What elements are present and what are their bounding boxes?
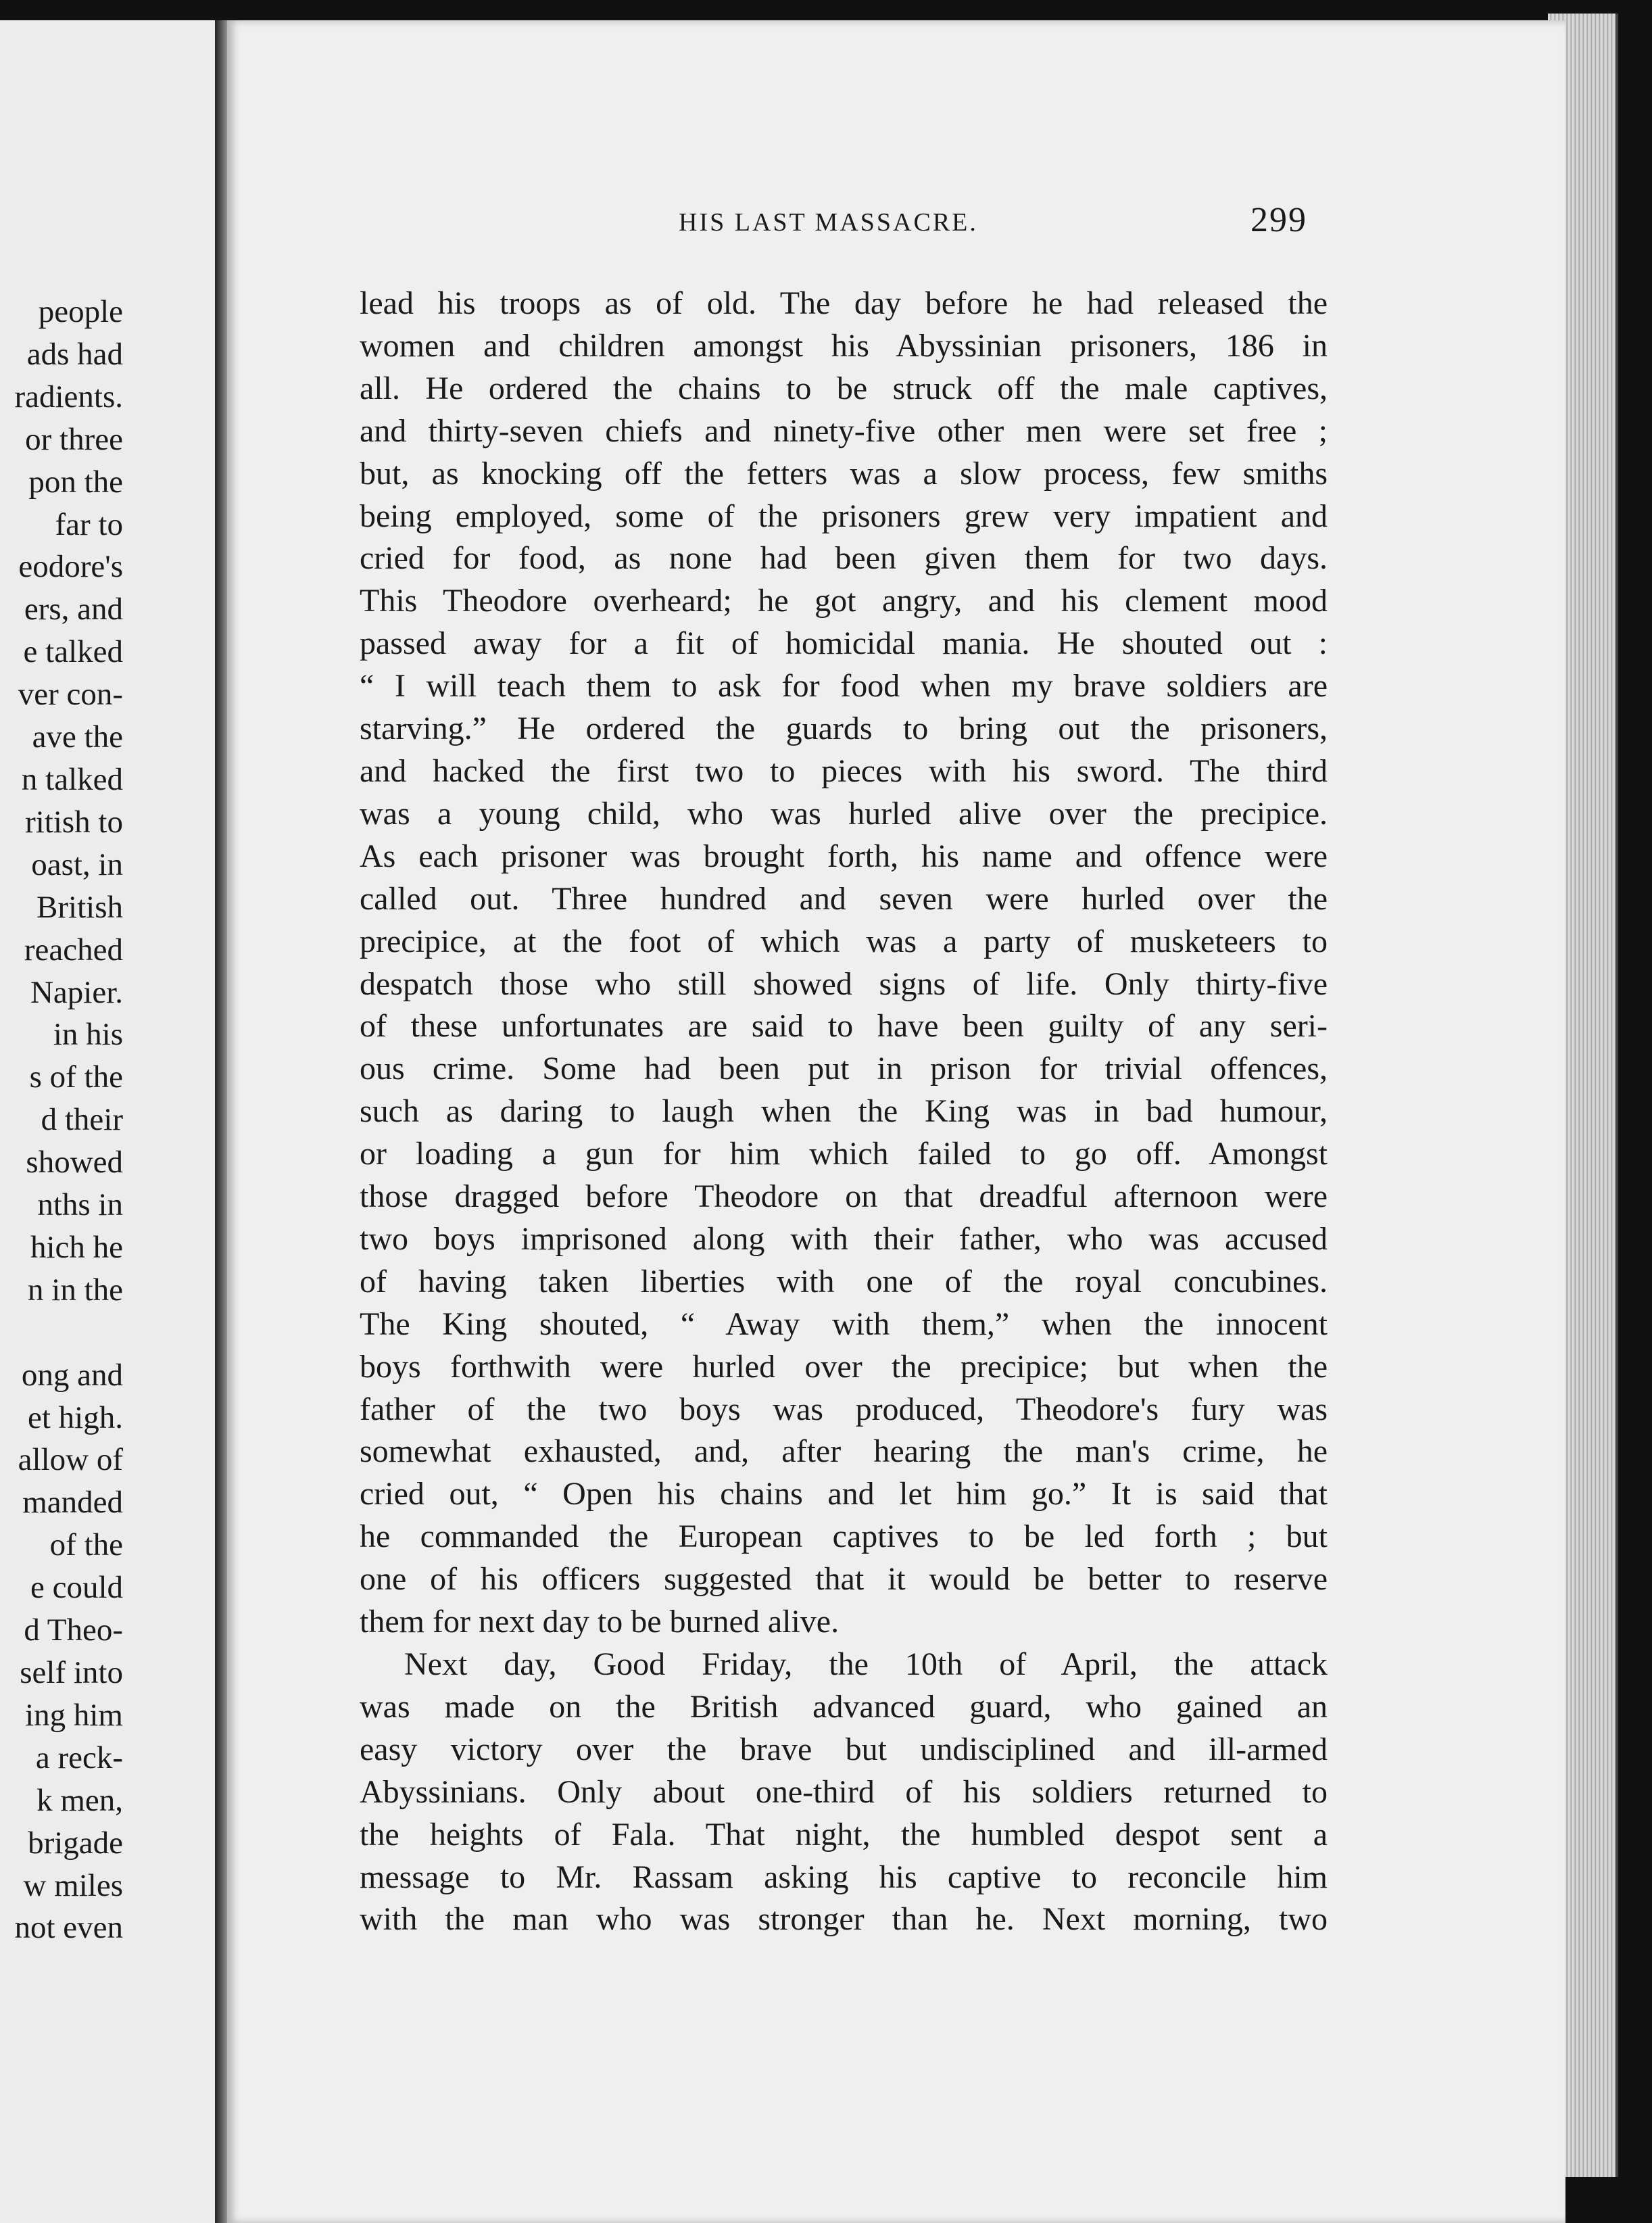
body-line: being employed, some of the prisoners grew very impatient and xyxy=(360,498,1328,534)
left-page-line: n in the xyxy=(28,1272,123,1308)
body-line: was a young child, who was hurled alive over the precipice. xyxy=(360,795,1328,832)
left-page-line: w miles xyxy=(23,1867,123,1903)
left-page-line: self into xyxy=(20,1655,123,1690)
body-line: somewhat exhausted, and, after hearing the man's crime, he xyxy=(360,1433,1328,1470)
body-line: cried for food, as none had been given them for two days. xyxy=(360,540,1328,577)
left-page-line: of the xyxy=(49,1527,123,1563)
left-page-line: ads had xyxy=(26,336,123,372)
body-line: As each prisoner was brought forth, his name and offence were xyxy=(360,838,1328,874)
left-page-line: ong and xyxy=(21,1357,123,1393)
left-page-line: n talked xyxy=(21,761,123,797)
left-page-line: manded xyxy=(22,1485,123,1521)
body-line: of these unfortunates are said to have been guilty of any seri- xyxy=(360,1008,1328,1045)
left-page-line: pon the xyxy=(28,464,123,500)
body-line: them for next day to be burned alive. xyxy=(360,1604,840,1640)
left-page-text xyxy=(0,291,123,1949)
left-page-line: showed xyxy=(26,1145,123,1180)
left-page-line: hich he xyxy=(30,1229,123,1265)
body-line: those dragged before Theodore on that dreadful afternoon were xyxy=(360,1178,1328,1215)
left-page-line: nths in xyxy=(37,1187,123,1223)
body-line: starving.” He ordered the guards to bring out the prisoners, xyxy=(360,711,1328,747)
left-page-line: ver con- xyxy=(18,677,123,713)
body-line: passed away for a fit of homicidal mania. He shouted out : xyxy=(360,625,1328,662)
left-page-line: radients. xyxy=(14,379,123,414)
left-page-line: reached xyxy=(24,932,123,967)
left-page-line: k men, xyxy=(37,1782,123,1818)
body-text xyxy=(360,283,1328,1941)
page-number: 299 xyxy=(1250,201,1307,239)
left-page-line: et high. xyxy=(28,1400,123,1435)
body-line: precipice, at the foot of which was a party of musketeers to xyxy=(360,923,1328,959)
body-line: the heights of Fala. That night, the humbled despot sent a xyxy=(360,1816,1328,1853)
body-line: despatch those who still showed signs of life. Only thirty-five xyxy=(360,965,1328,1002)
body-line: ous crime. Some had been put in prison for trivial offences, xyxy=(360,1051,1328,1087)
left-page-line xyxy=(0,1312,123,1354)
left-page-line: Napier. xyxy=(30,974,123,1010)
body-line: lead his troops as of old. The day before he had released the xyxy=(360,285,1328,321)
body-line: Abyssinians. Only about one-third of his soldiers returned to xyxy=(360,1773,1328,1810)
body-line: he commanded the European captives to be led forth ; but xyxy=(360,1519,1328,1555)
body-line: and thirty-seven chiefs and ninety-five other men were set free ; xyxy=(360,412,1328,449)
body-line: cried out, “ Open his chains and let him go.” It is said that xyxy=(360,1476,1328,1512)
running-head: HIS LAST MASSACRE. xyxy=(679,208,978,237)
body-line: but, as knocking off the fetters was a slow process, few smiths xyxy=(360,455,1328,492)
left-page-line: d Theo- xyxy=(24,1612,123,1648)
left-page-line: people xyxy=(38,294,123,329)
body-line: all. He ordered the chains to be struck off the male captives, xyxy=(360,370,1328,406)
left-page-fragment xyxy=(0,20,215,2223)
left-page-line: s of the xyxy=(29,1059,123,1095)
left-page-line: ave the xyxy=(32,719,123,755)
left-page-line: ing him xyxy=(25,1697,123,1733)
left-page-line: oast, in xyxy=(31,846,123,882)
left-page-line: or three xyxy=(25,421,123,457)
left-page-line: in his xyxy=(53,1017,123,1053)
body-line: with the man who was stronger than he. Next morning, two xyxy=(360,1901,1328,1938)
body-line: Next day, Good Friday, the 10th of April, the attack xyxy=(404,1646,1328,1682)
left-page-line: a reck- xyxy=(35,1740,123,1775)
left-page-line: allow of xyxy=(18,1442,123,1478)
body-line: was made on the British advanced guard, who gained an xyxy=(360,1688,1328,1725)
body-line: boys forthwith were hurled over the precipice; but when the xyxy=(360,1348,1328,1385)
body-line: such as daring to laugh when the King was in bad humour, xyxy=(360,1093,1328,1130)
body-line: father of the two boys was produced, Theodore's fury was xyxy=(360,1391,1328,1427)
left-page-line: e could xyxy=(30,1570,123,1606)
left-page-line: ers, and xyxy=(24,592,123,627)
left-page-line: brigade xyxy=(28,1825,123,1861)
body-line: women and children amongst his Abyssinian prisoners, 186 in xyxy=(360,327,1328,364)
body-line: This Theodore overheard; he got angry, and his clement mood xyxy=(360,583,1328,619)
left-page-line: not even xyxy=(14,1910,123,1946)
body-line: of having taken liberties with one of the royal concubines. xyxy=(360,1263,1328,1299)
body-line: easy victory over the brave but undisciplined and ill-armed xyxy=(360,1731,1328,1767)
left-page-line: ritish to xyxy=(25,804,123,840)
body-line: The King shouted, “ Away with them,” when the innocent xyxy=(360,1306,1328,1342)
body-line: “ I will teach them to ask for food when my brave soldiers are xyxy=(360,668,1328,704)
body-line: one of his officers suggested that it would be better to reserve xyxy=(360,1561,1328,1598)
body-line: or loading a gun for him which failed to go off. Amongst xyxy=(360,1136,1328,1172)
body-line: and hacked the first two to pieces with his sword. The third xyxy=(360,752,1328,789)
body-line: called out. Three hundred and seven were hurled over the xyxy=(360,880,1328,917)
left-page-line: far to xyxy=(55,506,123,542)
body-line: two boys imprisoned along with their father, who was accused xyxy=(360,1220,1328,1257)
left-page-line: d their xyxy=(41,1102,123,1138)
left-page-line: e talked xyxy=(23,634,123,670)
left-page-line: British xyxy=(37,889,123,925)
left-page-line: eodore's xyxy=(18,549,123,585)
body-line: message to Mr. Rassam asking his captive to reconcile him xyxy=(360,1859,1328,1895)
